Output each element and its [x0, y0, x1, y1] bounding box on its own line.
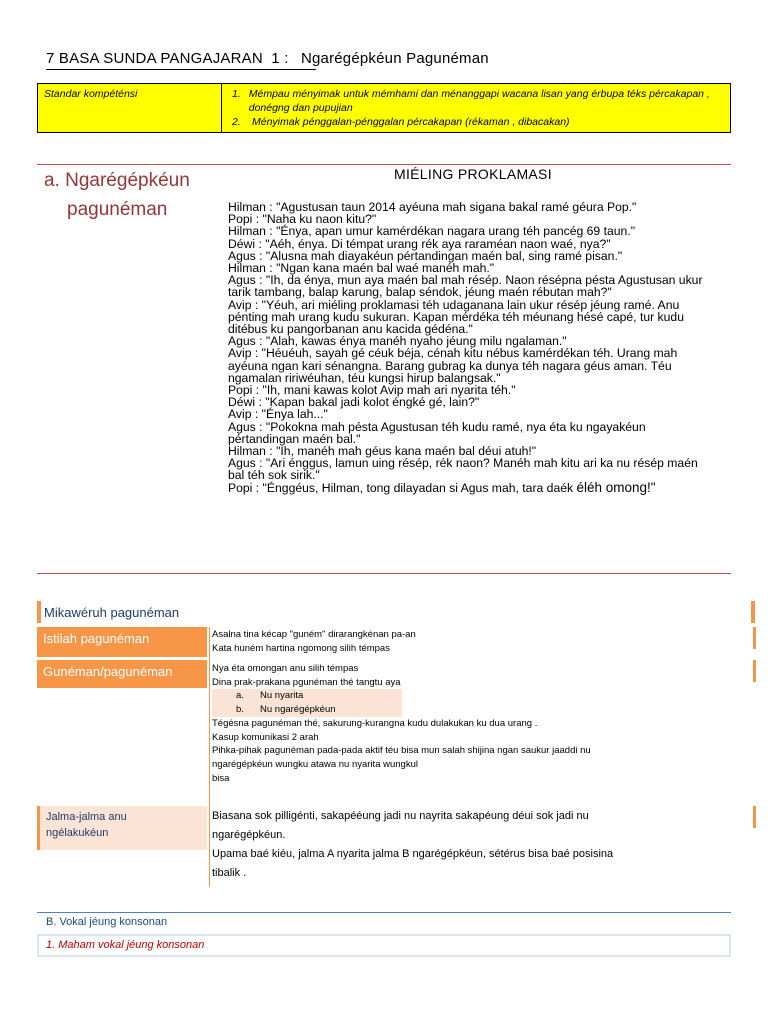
dialogue-line: Déwi : "Kapan bakal jadi kolot éngké gé, lain?" [228, 395, 480, 410]
dialogue-line: tarik tambang, balap karung, balap séndok, jéung maén rébutan mah?" [228, 285, 612, 300]
standard-item: 2. Ményimak pénggalan-pénggalan pércakapan (rékaman , dibacakan) [232, 116, 570, 128]
dialogue-line: Avip : "Yéuh, ari miéling proklamasi téh udaganana lain ukur résép jéung ramé. Anu [228, 297, 680, 312]
table-row [37, 806, 757, 886]
table-column-divider [209, 627, 210, 887]
dialogue-line: Popi : "Naha ku naon kitu?" [228, 212, 377, 227]
dialogue-line: bal téh sok sirik." [228, 468, 320, 483]
table-edge-marker [753, 627, 756, 649]
mikaweruh-title-bar [37, 601, 755, 623]
dialogue-line: pénting mah urang kudu sukuran. Kapan mérdéka téh méunang hésé capé, tur kudu [228, 309, 684, 324]
table-edge-marker [753, 660, 756, 682]
dialogue-line: pértandingan maén bal." [228, 431, 361, 446]
section-a-line1: a. Ngarégépkéun [44, 170, 190, 191]
dialogue-text [228, 201, 728, 494]
header-underline [46, 69, 316, 70]
table-edge-marker [753, 806, 756, 828]
header-title: Ngarégépkéun Pagunéman [300, 50, 489, 67]
dialogue-line: Hilman : "Agustusan taun 2014 ayéuna mah sigana bakal ramé géura Pop." [228, 200, 637, 214]
standard-competency-table [37, 83, 731, 133]
standard-item: 1. Mémpau ményimak untuk mémhami dan ménanggapi wacana lisan yang érbupa téks pércakapan , donégng dan pupujian [232, 88, 710, 114]
dialogue-line: Déwi : "Aéh, énya. Di témpat urang rék aya raraméan naon waé, nya?" [228, 236, 611, 251]
row-label-cell [37, 806, 207, 850]
dialogue-line: ditébus ku pangorbanan anu kacida gédéna." [228, 322, 473, 337]
row-label: Istilah pagunéman [43, 631, 150, 646]
dialogue-line: Agus : "Alusna mah diayakéun pértandingan maén bal, sing ramé pisan." [228, 248, 623, 263]
row-content: Nya éta omongan anu silih témpas Dina prak-prakana pgunéman thé tangtu aya a. Nu nyarita b. Nu ngarégépkéun Tégésna pagunéman thé, sakurung-kurangna kudu dulakukan ku dua urang . Kasup komunikasi 2 arah Pihka-pihak pagunéman pada-pada aktif téu bisa mun salah shijina ngan saukur jaaddi nu ngarégépkéun wungku atawa nu nyarita wungkul bisa [212, 663, 591, 784]
row-label: Jalma-jalma anu ngélakukéun [46, 811, 127, 839]
section-divider [37, 164, 731, 165]
row-label-cell [37, 627, 207, 657]
dialogue-line: Hilman : "Ih, manéh mah géus kana maén bal déui atuh!" [228, 444, 537, 459]
row-label-cell [37, 660, 207, 688]
dialogue-line: Agus : "Pokokna mah pésta Agustusan téh kudu ramé, nya éta ku ngayakéun [228, 419, 646, 434]
row-label: Gunéman/pagunéman [43, 664, 173, 679]
section-a-line2: pagunéman [67, 199, 168, 220]
page-header [46, 50, 489, 67]
section-b-heading: B. Vokal jéung konsonan [37, 912, 731, 931]
dialogue-line: ngamalan ririwéuhan, téu kungsi hirup balangsak." [228, 370, 501, 385]
table-row [37, 660, 757, 800]
standard-label: Standar kompéténsi [38, 84, 222, 133]
table-row [37, 627, 757, 657]
header-number: 1 [271, 50, 280, 67]
dialogue-title: MIÉLING PROKLAMASI [394, 166, 552, 182]
row-content: Biasana sok pilligénti, sakapééung jadi nu nayrita sakapéung déui sok jadi nu ngarégépkéun. Upama baé kiéu, jalma A nyarita jalma B ngarégépkéun, sétérus bisa baé posisina tibalik . [212, 810, 614, 879]
dialogue-line: Hilman : "Ényа, apan umur kamérdékan nagara urang téh pancég 69 taun." [228, 224, 636, 239]
dialogue-line: Avip : "Énya lah..." [228, 407, 328, 422]
dialogue-line: ayéuna ngan kari sénangna. Barang gubrag ka dunya téh nagara géus aman. Téu [228, 358, 672, 373]
list-item: b. Nu ngarégépkéun [212, 703, 402, 717]
dialogue-line: Popi : "Ih, mani kawas kolot Avip mah ari nyarita téh." [228, 383, 516, 398]
header-colon: : [284, 50, 289, 67]
dialogue-line: Avip : "Héuéuh, sayah gé céuk béja, cénah kitu nébus kamérdékan téh. Urang mah [228, 346, 678, 361]
section-b-item-1: 1. Maham vokal jéung konsonan [37, 934, 731, 957]
dialogue-line-last: Popi : "Énggéus, Hilman, tong dilayadan si Agus mah, tara daék éléh omong!" [228, 479, 656, 495]
mikaweruh-title: Mikawéruh pagunéman [44, 605, 180, 620]
dialogue-line: Agus : "Alah, kawas énya manéh nyaho jéung milu ngalaman." [228, 334, 567, 349]
header-left: 7 BASA SUNDA PANGAJARAN [46, 50, 263, 67]
standard-items [222, 84, 731, 133]
dialogue-line: Agus : "Ih, da énya, mun aya maén bal mah résép. Naon résépna pésta Agustusan ukur [228, 273, 703, 288]
section-divider [37, 573, 731, 574]
row-content: Asalna tina kécap "guném" dirarangkénan pa-an Kata huném hartina ngomong silih témpas [212, 629, 416, 654]
dialogue-line: Hilman : "Ngan kana maén bal waé manéh mah." [228, 261, 495, 276]
section-a-heading [44, 166, 190, 224]
list-item: a. Nu nyarita [212, 689, 402, 703]
dialogue-line: Agus : "Ari énggus, lamun uing résép, rék naon? Manéh mah kitu ari ka nu résép maén [228, 456, 698, 471]
